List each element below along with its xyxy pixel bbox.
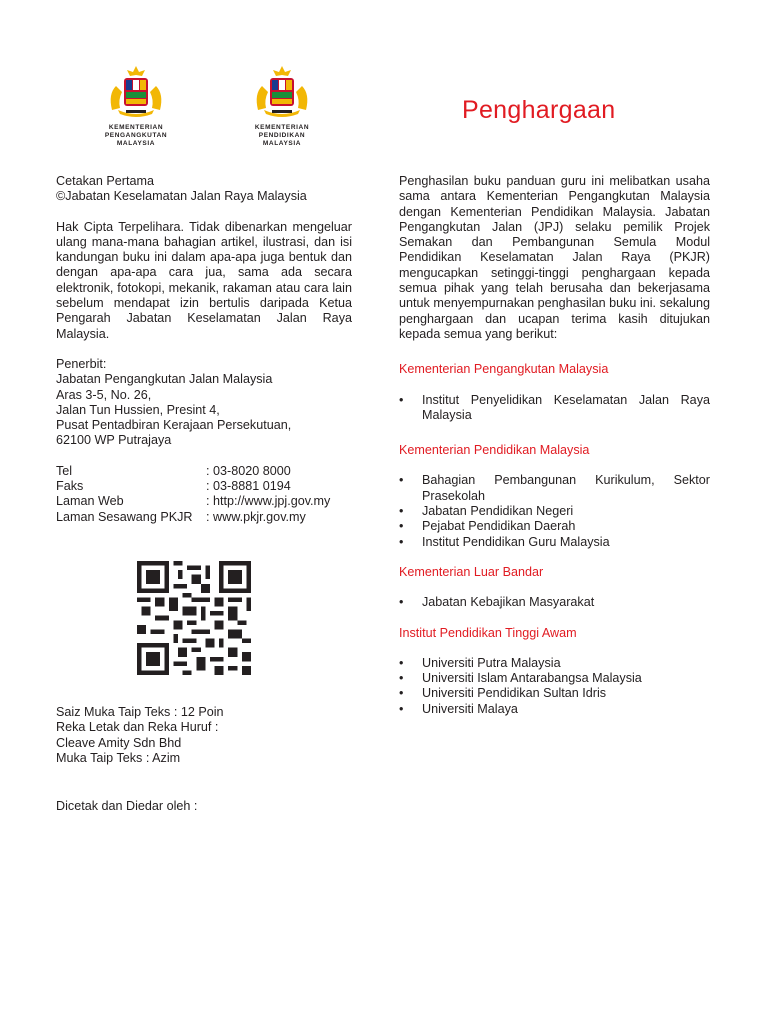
section-heading: Kementerian Pengangkutan Malaysia [399, 362, 609, 377]
malaysia-coat-of-arms-icon [104, 64, 168, 120]
section-list [399, 393, 710, 424]
list-item: • Universiti Putra Malaysia [399, 656, 710, 671]
contact-label: Tel [56, 463, 73, 478]
contact-value: : 03-8881 0194 [206, 479, 291, 494]
publisher-line: Pusat Pentadbiran Kerajaan Persekutuan, [56, 418, 292, 433]
section-heading: Kementerian Luar Bandar [399, 564, 544, 579]
publisher-line: 62100 WP Putrajaya [56, 433, 172, 448]
font-line: Muka Taip Teks : Azim [56, 750, 181, 765]
publisher-line: Aras 3-5, No. 26, [56, 387, 152, 402]
qr-code-icon[interactable] [133, 561, 255, 675]
publisher-line: Jabatan Pengangkutan Jalan Malaysia [56, 372, 273, 387]
right-column [399, 174, 710, 717]
contact-label: Faks [56, 479, 84, 494]
list-item: • Institut Pendidikan Guru Malaysia [399, 535, 710, 550]
edition: Cetakan Pertama [56, 174, 155, 188]
font-line: Reka Letak dan Reka Huruf : [56, 720, 219, 735]
contact-value-link[interactable]: : http://www.jpj.gov.my [206, 494, 331, 509]
section-list [399, 595, 710, 610]
list-item: • Universiti Islam Antarabangsa Malaysia [399, 671, 710, 686]
crest-caption-line: KEMENTERIAN PENGANGKUTAN [104, 124, 168, 139]
font-credits [56, 705, 352, 766]
rights-notice: Hak Cipta Terpelihara. Tidak dibenarkan mengeluar ulang mana-mana bahagian artikel, ilustrasi, dan isi kandungan buku ini dalam apa-apa juga bentuk dan dengan apa-apa cara jua, sama ada secara elektronik, fotokopi, mekanik, rakaman atau cara lain sebelum mendapat izin bertulis daripada Ketua Pengarah Jabatan Keselamatan Jalan Raya Malaysia. [56, 219, 352, 341]
list-item: • Institut Penyelidikan Keselamatan Jalan Raya Malaysia [399, 393, 710, 424]
contact-value: : 03-8020 8000 [206, 463, 291, 478]
section-heading: Institut Pendidikan Tinggi Awam [399, 625, 577, 640]
left-column [56, 174, 352, 525]
crest-kementerian-pendidikan [232, 64, 332, 148]
publisher-line: Jalan Tun Hussien, Presint 4, [56, 402, 220, 417]
list-item: • Jabatan Kebajikan Masyarakat [399, 595, 710, 610]
crest-caption-line: MALAYSIA [116, 140, 156, 147]
printed-by: Dicetak dan Diedar oleh : [56, 799, 198, 813]
malaysia-coat-of-arms-icon [250, 64, 314, 120]
contact-label: Laman Sesawang PKJR [56, 509, 193, 524]
list-item: • Universiti Malaya [399, 702, 710, 717]
list-item: • Universiti Pendidikan Sultan Idris [399, 686, 710, 701]
section-heading: Kementerian Pendidikan Malaysia [399, 443, 590, 458]
font-line: Saiz Muka Taip Teks : 12 Poin [56, 705, 224, 719]
contact-value-link[interactable]: : www.pkjr.gov.my [206, 509, 306, 524]
section-list [399, 473, 710, 549]
list-item: • Bahagian Pembangunan Kurikulum, Sektor Prasekolah [399, 473, 710, 504]
contact-list [56, 464, 352, 525]
intro-paragraph: Penghasilan buku panduan guru ini melibatkan usaha sama antara Kementerian Pengangkutan Malaysia dengan Kementerian Pendidikan Malaysia. Jabatan Pengangkutan Jalan (JPJ) selaku pemilik Projek Semakan dan Pembangunan Semula Modul Pendidikan Keselamatan Jalan Raya (PKJR) mengucapkan setinggi-tinggi penghargaan kepada semua pihak yang telah berusaha dan bekerjasama untuk menyempurnakan penghasilan buku ini. sekalung penghargaan dan ucapan terima kasih ditujukan kepada semua yang berikut: [399, 174, 710, 341]
page-title: Penghargaan [462, 96, 616, 124]
crest-caption-line: MALAYSIA [262, 140, 302, 147]
copyright: ©Jabatan Keselamatan Jalan Raya Malaysia [56, 189, 307, 204]
crest-caption-line: KEMENTERIAN PENDIDIKAN [254, 124, 310, 139]
font-line: Cleave Amity Sdn Bhd [56, 735, 182, 750]
crest-kementerian-pengangkutan [86, 64, 186, 148]
publisher-label: Penerbit: [56, 356, 107, 371]
section-list [399, 656, 710, 717]
contact-label: Laman Web [56, 494, 124, 509]
list-item: • Pejabat Pendidikan Daerah [399, 519, 710, 534]
list-item: • Jabatan Pendidikan Negeri [399, 504, 710, 519]
